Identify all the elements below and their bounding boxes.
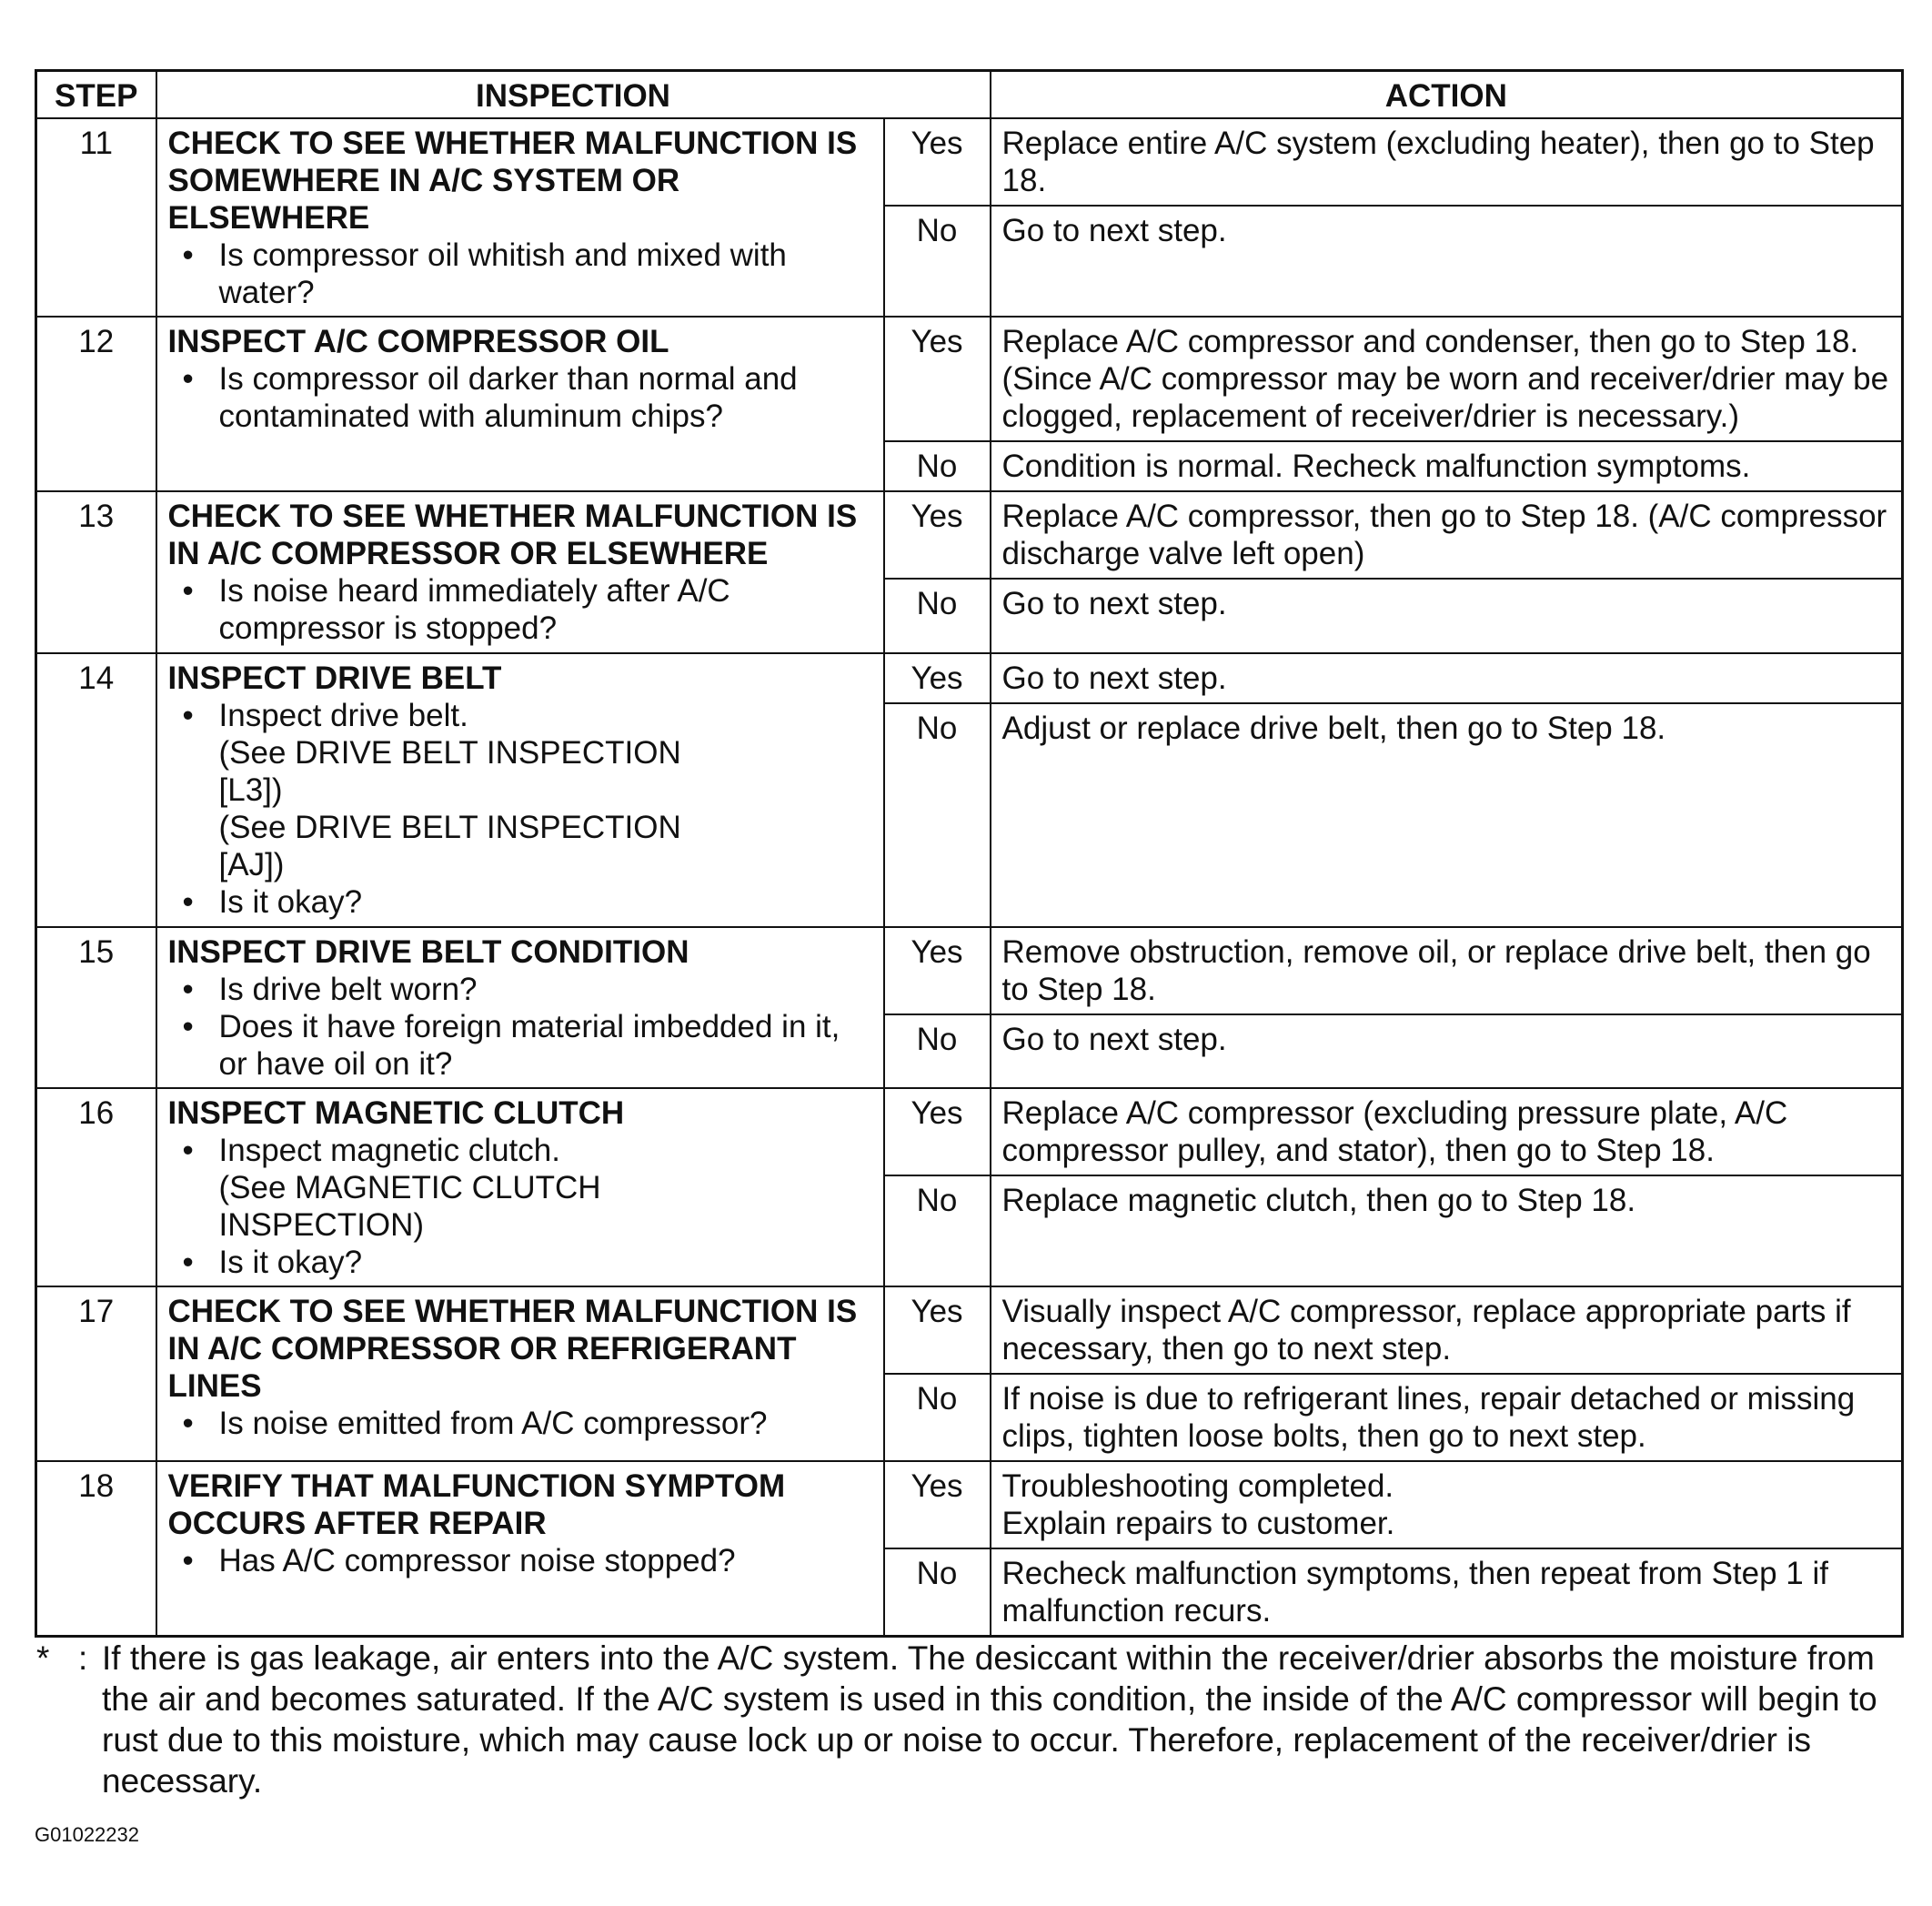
reference-line: (See MAGNETIC CLUTCH <box>218 1170 601 1205</box>
no-label: No <box>884 703 991 927</box>
yes-action: Replace A/C compressor (excluding pressure plate, A/C compressor pulley, and stator), then go to Step 18. <box>991 1088 1903 1175</box>
inspection-title: VERIFY THAT MALFUNCTION SYMPTOM OCCURS AFTER REPAIR <box>167 1468 786 1541</box>
inspection-cell <box>156 118 884 317</box>
inspection-bullets <box>168 1405 872 1442</box>
inspection-bullet: • Has A/C compressor noise stopped? <box>219 1542 872 1579</box>
figure-id: G01022232 <box>35 1823 139 1846</box>
table-row-step-12 <box>36 317 1903 441</box>
header-step: STEP <box>36 71 156 119</box>
inspection-cell <box>156 491 884 653</box>
no-label: No <box>884 206 991 317</box>
inspection-bullets <box>168 237 872 311</box>
inspection-cell <box>156 317 884 491</box>
no-label: No <box>884 1548 991 1637</box>
table-row-step-18 <box>36 1461 1903 1548</box>
inspection-title: INSPECT MAGNETIC CLUTCH <box>167 1095 625 1131</box>
yes-label: Yes <box>884 1461 991 1548</box>
no-action: If noise is due to refrigerant lines, repair detached or missing clips, tighten loose bolts, then go to next step. <box>991 1374 1903 1461</box>
inspection-bullet <box>219 1132 872 1244</box>
action-line: Explain repairs to customer. <box>1001 1506 1395 1541</box>
reference-line: (See DRIVE BELT INSPECTION <box>218 735 681 771</box>
yes-label: Yes <box>884 927 991 1014</box>
inspection-title: INSPECT A/C COMPRESSOR OIL <box>167 324 669 359</box>
inspection-bullets <box>168 1132 872 1281</box>
inspection-bullets <box>168 572 872 647</box>
no-action: Replace magnetic clutch, then go to Step 18. <box>991 1175 1903 1286</box>
no-label: No <box>884 1014 991 1088</box>
inspection-bullet: • Does it have foreign material imbedded in it, or have oil on it? <box>219 1008 872 1083</box>
inspection-cell <box>156 1088 884 1286</box>
no-label: No <box>884 1175 991 1286</box>
table-row-step-17 <box>36 1286 1903 1374</box>
no-label: No <box>884 441 991 491</box>
inspection-cell <box>156 653 884 927</box>
bullet-text: • Inspect magnetic clutch. <box>218 1133 560 1168</box>
yes-action: Replace entire A/C system (excluding heater), then go to Step 18. <box>991 118 1903 206</box>
yes-action: Visually inspect A/C compressor, replace appropriate parts if necessary, then go to next step. <box>991 1286 1903 1374</box>
inspection-bullet <box>219 697 872 883</box>
inspection-title: CHECK TO SEE WHETHER MALFUNCTION IS SOMEWHERE IN A/C SYSTEM OR ELSEWHERE <box>167 126 858 236</box>
inspection-bullets <box>168 360 872 435</box>
reference-line: (See DRIVE BELT INSPECTION <box>218 810 681 845</box>
no-action: Go to next step. <box>991 1014 1903 1088</box>
step-number: 17 <box>36 1286 156 1461</box>
troubleshooting-table <box>35 69 1904 1638</box>
no-label: No <box>884 1374 991 1461</box>
no-action: Go to next step. <box>991 206 1903 317</box>
inspection-title: INSPECT DRIVE BELT <box>167 661 502 696</box>
inspection-bullet: • Is compressor oil whitish and mixed with water? <box>219 237 872 311</box>
inspection-title: CHECK TO SEE WHETHER MALFUNCTION IS IN A/C COMPRESSOR OR ELSEWHERE <box>167 499 858 571</box>
table-row-step-11 <box>36 118 1903 206</box>
footnote-text: If there is gas leakage, air enters into the A/C system. The desiccant within the receiver/drier absorbs the moisture from the air and becomes saturated. If the A/C system is used in this condition, the inside of the A/C compressor will begin to rust due to this moisture, which may cause lock up or noise to occur. Therefore, replacement of the receiver/drier is necessary. <box>102 1639 1877 1800</box>
reference-line: [L3]) <box>218 772 283 808</box>
table-row-step-16 <box>36 1088 1903 1175</box>
no-label: No <box>884 579 991 653</box>
inspection-bullets <box>168 697 872 921</box>
no-action: Recheck malfunction symptoms, then repeat from Step 1 if malfunction recurs. <box>991 1548 1903 1637</box>
inspection-cell <box>156 927 884 1088</box>
yes-label: Yes <box>884 1286 991 1374</box>
reference-line: INSPECTION) <box>218 1207 425 1243</box>
table-header-row <box>36 71 1903 119</box>
inspection-bullet: • Is compressor oil darker than normal and contaminated with aluminum chips? <box>219 360 872 435</box>
bullet-text: • Inspect drive belt. <box>218 698 468 733</box>
yes-action: Replace A/C compressor, then go to Step 18. (A/C compressor discharge valve left open) <box>991 491 1903 579</box>
footnote-marker: * <box>36 1639 50 1677</box>
yes-action: Replace A/C compressor and condenser, then go to Step 18. (Since A/C compressor may be worn and receiver/drier may be clogged, replacement of receiver/drier is necessary.) <box>991 317 1903 441</box>
reference-line: [AJ]) <box>218 847 285 882</box>
inspection-bullets <box>168 971 872 1083</box>
step-number: 13 <box>36 491 156 653</box>
action-line: Troubleshooting completed. <box>1001 1468 1394 1504</box>
inspection-bullet: • Is noise heard immediately after A/C compressor is stopped? <box>219 572 872 647</box>
no-action: Condition is normal. Recheck malfunction symptoms. <box>991 441 1903 491</box>
yes-action: Go to next step. <box>991 653 1903 703</box>
yes-label: Yes <box>884 118 991 206</box>
table-row-step-15 <box>36 927 1903 1014</box>
footnote-separator: : <box>78 1639 88 1677</box>
header-inspection: INSPECTION <box>156 71 991 119</box>
yes-label: Yes <box>884 317 991 441</box>
inspection-bullet: • Is it okay? <box>219 1244 872 1281</box>
step-number: 12 <box>36 317 156 491</box>
inspection-bullet: • Is it okay? <box>219 883 872 921</box>
yes-label: Yes <box>884 653 991 703</box>
step-number: 14 <box>36 653 156 927</box>
no-action: Adjust or replace drive belt, then go to Step 18. <box>991 703 1903 927</box>
step-number: 16 <box>36 1088 156 1286</box>
yes-label: Yes <box>884 1088 991 1175</box>
table-row-step-13 <box>36 491 1903 579</box>
step-number: 11 <box>36 118 156 317</box>
yes-action <box>991 1461 1903 1548</box>
table-row-step-14 <box>36 653 1903 703</box>
inspection-cell <box>156 1461 884 1637</box>
inspection-bullets <box>168 1542 872 1579</box>
inspection-bullet: • Is drive belt worn? <box>219 971 872 1008</box>
step-number: 15 <box>36 927 156 1088</box>
inspection-title: CHECK TO SEE WHETHER MALFUNCTION IS IN A/C COMPRESSOR OR REFRIGERANT LINES <box>167 1294 858 1404</box>
yes-action: Remove obstruction, remove oil, or replace drive belt, then go to Step 18. <box>991 927 1903 1014</box>
step-number: 18 <box>36 1461 156 1637</box>
inspection-bullet: • Is noise emitted from A/C compressor? <box>219 1405 872 1442</box>
header-action: ACTION <box>991 71 1903 119</box>
no-action: Go to next step. <box>991 579 1903 653</box>
inspection-title: INSPECT DRIVE BELT CONDITION <box>167 934 689 970</box>
yes-label: Yes <box>884 491 991 579</box>
footnote <box>36 1638 1910 1801</box>
inspection-cell <box>156 1286 884 1461</box>
